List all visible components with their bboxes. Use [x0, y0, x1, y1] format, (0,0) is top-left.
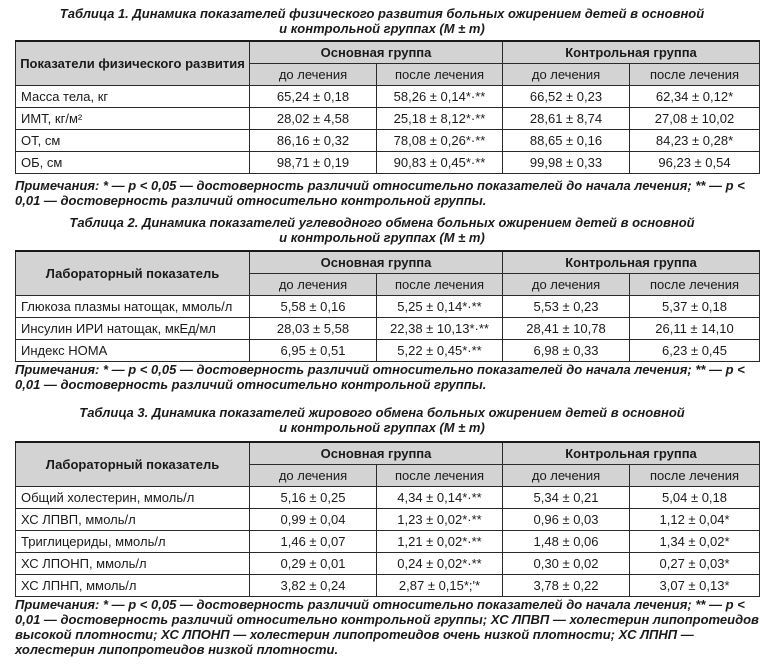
table-row: [16, 553, 760, 575]
table3-caption-line1: Таблица 3. Динамика показателей жирового обмена больных ожирением детей в основной: [79, 405, 685, 420]
note-prefix: Примечания:: [15, 362, 100, 377]
note-text: * — p < 0,05 — достоверность различий относительно показателей до начала лечения; ** — p < 0,01 — достоверность различий относительно контрольной группы; ХС ЛПВП — холестерин липопротеидов высокой плотности; ХС ЛПОНП — холестерин липопротеидов очень низкой плотности; ХС ЛПНП — холестерин липопротеидов низкой плотности.: [15, 597, 759, 657]
control-before-cell: 0,30 ± 0,02: [503, 553, 630, 575]
control-before-cell: 1,48 ± 0,06: [503, 531, 630, 553]
control-after-cell: 1,34 ± 0,02*: [630, 531, 760, 553]
control-after-cell: 27,08 ± 10,02: [630, 108, 760, 130]
table1-caption-line2: и контрольной группах (M ± m): [279, 21, 485, 36]
row-label: Триглицериды, ммоль/л: [16, 531, 250, 553]
table1-header-control-before: до лечения: [503, 64, 630, 86]
control-before-cell: 6,98 ± 0,33: [503, 340, 630, 362]
row-label: Инсулин ИРИ натощак, мкЕд/мл: [16, 318, 250, 340]
table1-note: [15, 178, 759, 208]
table2-header-main-before: до лечения: [250, 274, 377, 296]
main-before-cell: 28,02 ± 4,58: [250, 108, 377, 130]
main-before-cell: 0,99 ± 0,04: [250, 509, 377, 531]
control-before-cell: 28,61 ± 8,74: [503, 108, 630, 130]
table1-header-control-group: Контрольная группа: [503, 41, 760, 64]
main-before-cell: 3,82 ± 0,24: [250, 575, 377, 597]
main-before-cell: 65,24 ± 0,18: [250, 86, 377, 108]
control-after-cell: 96,23 ± 0,54: [630, 152, 760, 174]
row-label: ХС ЛПОНП, ммоль/л: [16, 553, 250, 575]
main-after-cell: 78,08 ± 0,26*·**: [377, 130, 503, 152]
table2-header-control-after: после лечения: [630, 274, 760, 296]
main-before-cell: 0,29 ± 0,01: [250, 553, 377, 575]
table3-note: [15, 597, 759, 657]
control-before-cell: 66,52 ± 0,23: [503, 86, 630, 108]
control-after-cell: 62,34 ± 0,12*: [630, 86, 760, 108]
main-after-cell: 4,34 ± 0,14*·**: [377, 487, 503, 509]
table3-caption: [0, 405, 764, 435]
row-label: Индекс HOMA: [16, 340, 250, 362]
note-text: * — p < 0,05 — достоверность различий относительно показателей до начала лечения; ** — p < 0,01 — достоверность различий относительно контрольной группы.: [15, 362, 745, 392]
main-after-cell: 25,18 ± 8,12*·**: [377, 108, 503, 130]
table1-header-main-before: до лечения: [250, 64, 377, 86]
note-prefix: Примечания:: [15, 178, 100, 193]
table2-header-control-group: Контрольная группа: [503, 251, 760, 274]
control-after-cell: 3,07 ± 0,13*: [630, 575, 760, 597]
table3-caption-line2: и контрольной группах (M ± m): [279, 420, 485, 435]
control-after-cell: 0,27 ± 0,03*: [630, 553, 760, 575]
table2-header-control-before: до лечения: [503, 274, 630, 296]
table1-header-main-after: после лечения: [377, 64, 503, 86]
main-after-cell: 2,87 ± 0,15*;'*: [377, 575, 503, 597]
row-label: ИМТ, кг/м²: [16, 108, 250, 130]
table-row: [16, 130, 760, 152]
control-before-cell: 5,34 ± 0,21: [503, 487, 630, 509]
row-label: Масса тела, кг: [16, 86, 250, 108]
main-after-cell: 58,26 ± 0,14*·**: [377, 86, 503, 108]
note-prefix: Примечания:: [15, 597, 100, 612]
control-before-cell: 3,78 ± 0,22: [503, 575, 630, 597]
control-after-cell: 1,12 ± 0,04*: [630, 509, 760, 531]
row-label: Общий холестерин, ммоль/л: [16, 487, 250, 509]
table-row: [16, 575, 760, 597]
main-after-cell: 22,38 ± 10,13*·**: [377, 318, 503, 340]
main-after-cell: 5,22 ± 0,45*·**: [377, 340, 503, 362]
row-label: Глюкоза плазмы натощак, ммоль/л: [16, 296, 250, 318]
table1-caption-line1: Таблица 1. Динамика показателей физического развития больных ожирением детей в основной: [59, 6, 705, 21]
table1-header-control-after: после лечения: [630, 64, 760, 86]
main-after-cell: 1,21 ± 0,02*·**: [377, 531, 503, 553]
control-before-cell: 0,96 ± 0,03: [503, 509, 630, 531]
table3-header-indicator: Лабораторный показатель: [16, 442, 250, 487]
row-label: ОБ, см: [16, 152, 250, 174]
main-after-cell: 1,23 ± 0,02*·**: [377, 509, 503, 531]
control-before-cell: 88,65 ± 0,16: [503, 130, 630, 152]
table1-header-indicator: Показатели физического развития: [16, 41, 250, 86]
table3-header-control-group: Контрольная группа: [503, 442, 760, 465]
table2-caption: [0, 215, 764, 245]
table-row: [16, 318, 760, 340]
table-row: [16, 108, 760, 130]
table-row: [16, 152, 760, 174]
table1-caption: [0, 6, 764, 36]
main-after-cell: 5,25 ± 0,14*·**: [377, 296, 503, 318]
table-row: [16, 509, 760, 531]
main-before-cell: 5,58 ± 0,16: [250, 296, 377, 318]
table-row: [16, 296, 760, 318]
table-row: [16, 86, 760, 108]
main-before-cell: 1,46 ± 0,07: [250, 531, 377, 553]
table2-header-main-group: Основная группа: [250, 251, 503, 274]
main-before-cell: 6,95 ± 0,51: [250, 340, 377, 362]
table3-header-main-before: до лечения: [250, 465, 377, 487]
table3-header-control-before: до лечения: [503, 465, 630, 487]
table-row: [16, 531, 760, 553]
table3: [15, 441, 760, 597]
table2-caption-line2: и контрольной группах (M ± m): [279, 230, 485, 245]
main-before-cell: 5,16 ± 0,25: [250, 487, 377, 509]
table-row: [16, 340, 760, 362]
control-after-cell: 5,37 ± 0,18: [630, 296, 760, 318]
table1: [15, 40, 760, 174]
control-after-cell: 84,23 ± 0,28*: [630, 130, 760, 152]
table2-note: [15, 362, 759, 392]
table1-header-main-group: Основная группа: [250, 41, 503, 64]
table3-header-control-after: после лечения: [630, 465, 760, 487]
table3-header-main-after: после лечения: [377, 465, 503, 487]
table2-caption-line1: Таблица 2. Динамика показателей углеводного обмена больных ожирением детей в основной: [69, 215, 695, 230]
main-before-cell: 98,71 ± 0,19: [250, 152, 377, 174]
control-before-cell: 5,53 ± 0,23: [503, 296, 630, 318]
row-label: ХС ЛПНП, ммоль/л: [16, 575, 250, 597]
table2-header-main-after: после лечения: [377, 274, 503, 296]
control-after-cell: 26,11 ± 14,10: [630, 318, 760, 340]
control-before-cell: 28,41 ± 10,78: [503, 318, 630, 340]
row-label: ХС ЛПВП, ммоль/л: [16, 509, 250, 531]
main-before-cell: 28,03 ± 5,58: [250, 318, 377, 340]
control-before-cell: 99,98 ± 0,33: [503, 152, 630, 174]
main-after-cell: 0,24 ± 0,02*·**: [377, 553, 503, 575]
main-after-cell: 90,83 ± 0,45*·**: [377, 152, 503, 174]
control-after-cell: 5,04 ± 0,18: [630, 487, 760, 509]
main-before-cell: 86,16 ± 0,32: [250, 130, 377, 152]
control-after-cell: 6,23 ± 0,45: [630, 340, 760, 362]
table2: [15, 250, 760, 362]
note-text: * — p < 0,05 — достоверность различий относительно показателей до начала лечения; ** — p < 0,01 — достоверность различий относительно контрольной группы.: [15, 178, 745, 208]
table-row: [16, 487, 760, 509]
table3-header-main-group: Основная группа: [250, 442, 503, 465]
row-label: ОТ, см: [16, 130, 250, 152]
table2-header-indicator: Лабораторный показатель: [16, 251, 250, 296]
